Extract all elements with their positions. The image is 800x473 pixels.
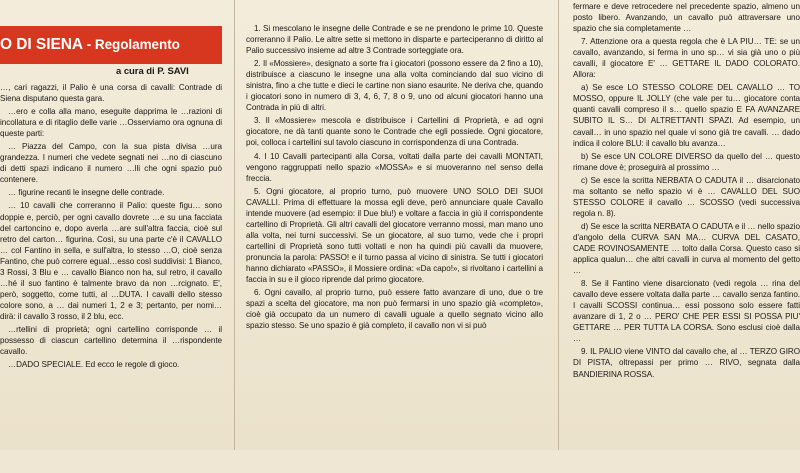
page-title: O DI SIENA bbox=[0, 36, 83, 53]
paragraph: …ero e colla alla mano, eseguite dapprima le …razioni di incollatura e di ritaglio delle varie …Osserviamo ora ognuna di queste parti: bbox=[0, 107, 222, 139]
rule-7: 7. Attenzione ora a questa regola che è LA PIU… TE: se un cavallo, avanzando, si ferma in uno sp… vi sia già uno o più cavalli, il giocatore E' … GETTARE IL DADO COLORATO. Allora: bbox=[573, 37, 800, 80]
rule-1: 1. Si mescolano le insegne delle Contrade e se ne prendono le prime 10. Queste correranno il Palio. Le altre sette si mettono in disparte e parteciperanno di diritto al Palio successivo insieme ad altre 3 Contrade sorteggiate ora. bbox=[246, 24, 543, 56]
column-rules-7-9 bbox=[573, 0, 800, 451]
title-banner bbox=[0, 26, 222, 64]
rule-6-continued: fermare e deve retrocedere nel precedente spazio, almeno un posto libero. Avanzando, un cavallo può attraversare uno spazio che sia completamente … bbox=[573, 2, 800, 34]
author-credit: a cura di P. SAVI bbox=[116, 66, 189, 77]
rule-7b: b) Se esce UN COLORE DIVERSO da quello del … questo rimane dove è; proseguirà al prossimo … bbox=[573, 151, 800, 172]
paragraph: … Piazza del Campo, con la sua pista divisa …ura grandezza. I numeri che vedete segnati nei …no di ciascuno di detti spazi indicano il numero …lli che ogni spazio può contenere. bbox=[0, 142, 222, 185]
rule-8: 8. Se il Fantino viene disarcionato (vedi regola … rina del cavallo deve essere voltata dalla parte … cavallo senza fantino. I cavalli SCOSSI continua… essi possono solo essere fatti avanzare di 1, 2 o … PERO' CHE PER ESSI SI POSSA PIU' GETTARE … PER TUTTA LA CORSA. Sono esclusi cioè dalla … bbox=[573, 279, 800, 344]
rule-7a: a) Se esce LO STESSO COLORE DEL CAVALLO … TO MOSSO, oppure IL JOLLY (che vale per tu… giocatore conta quanti cavalli compreso il s… quello spazio E FA AVANZARE SUBITO IL S… DI ALTRETTANTI SPAZI. Ad esempio, un cavall… in uno spazio nel quale vi sono già tre cavalli. … dado indica il colore BLU: il cavallo blu avanza… bbox=[573, 83, 800, 148]
page-subtitle: - Regolamento bbox=[86, 37, 180, 52]
paragraph: …, cari ragazzi, il Palio è una corsa di cavalli: Contrade di Siena disputano questa gara. bbox=[0, 83, 222, 104]
column-divider bbox=[558, 0, 559, 450]
column-divider bbox=[234, 0, 235, 450]
column-left bbox=[0, 0, 222, 450]
intro-text bbox=[0, 82, 222, 372]
rule-9: 9. IL PALIO viene VINTO dal cavallo che, al … TERZO GIRO DI PISTA, oltrepassi per primo … RIVO, segnata dalla BANDIERINA ROSSA. bbox=[573, 347, 800, 379]
column-rules-1-6 bbox=[246, 0, 543, 473]
rule-7c: c) Se esce la scritta NERBATA O CADUTA il … disarcionato ma soltanto se nello spazio vi è … CAVALLO DEL SUO STESSO COLORE il cavallo … SCOSSO (vedi successiva regola n. 8). bbox=[573, 175, 800, 218]
rule-4: 4. I 10 Cavalli partecipanti alla Corsa, voltati dalla parte dei cavalli MONTATI, vengono raggruppati nello spazio «MOSSA» e si muoveranno nel senso della freccia. bbox=[246, 151, 543, 183]
rule-2: 2. Il «Mossiere», designato a sorte fra i giocatori (possono essere da 2 fino a 10), distribuisce a ciascuno le insegne una alla volta cominciando dal suo vicino di sinistra, fino a che tutte e dieci le cartine non siano esaurite. Ne deriva che, quando i giocatori sono in numero di 3, 4, 6, 7, 8 o 9, uno od alcuni giocatori hanno una Contrada in più di altri. bbox=[246, 59, 543, 113]
rule-7d: d) Se esce la scritta NERBATA O CADUTA e il … nello spazio d'angolo della CURVA SAN MA… CURVA DEL CASATO, CADE ROVINOSAMENTE … tolto dalla Corsa. Questo caso si applica qualun… che altri cavalli in curva al momento del getto … bbox=[573, 221, 800, 276]
paragraph: …rtellini di proprietà; ogni cartellino corrisponde … il possesso di ciascun cartellino determina il …rispondente cavallo. bbox=[0, 324, 222, 357]
paragraph: …DADO SPECIALE. Ed ecco le regole di gioco. bbox=[8, 360, 180, 370]
paragraph: … figurine recanti le insegne delle contrade. bbox=[8, 188, 165, 198]
rule-3: 3. Il «Mossiere» mescola e distribuisce i Cartellini di Proprietà, e ad ogni giocatore, ne dà tanti quante sono le Contrade che egli possiede. Ogni giocatore, poi, colloca i cartellini sul tavolo ciascuno in corrispondenza di una Contrada. bbox=[246, 116, 543, 148]
rule-5: 5. Ogni giocatore, al proprio turno, può muovere UNO SOLO DEI SUOI CAVALLI. Prima di effettuare la mossa egli deve, però annunciare quale Cavallo intende muovere (ad esempio: il Due blu!) e voltare a faccia in giù il corrispondente cartellino di Proprietà. Gli altri cavalli del giocatore verranno mossi, man mano uno alla volta, nei turni successivi. Se un giocatore, al suo turno, vede che i propri cartellini di Proprietà sono tutti voltati e non ha quindi più cavalli da muovere, pronuncia la parola: PASSO! e il turno passa al vicino di sinistra. Se tutti i giocatori hanno dichiarato «PASSO», il Mossiere ordina: «Da capo!», si rivoltano i cartellini a faccia in su e il gioco riprende dal primo giocatore. bbox=[246, 186, 543, 285]
rule-6: 6. Ogni cavallo, al proprio turno, può essere fatto avanzare di uno, due o tre spazi a scelta del giocatore, ma non può fermarsi in uno spazio già «completo», cioè già occupato da un numero di cavalli uguale a quello segnato vicino allo spazio stesso. Se uno spazio è già completo, il cavallo non vi si può bbox=[246, 288, 543, 331]
paragraph: … 10 cavalli che correranno il Palio: queste figu… sono doppie e, perciò, per ogni cavallo dovrete …e su una facciata del cartoncino e, dopo averla …are sull'altra faccia, cioè sul retro del carton… figurina. Così, su una parte c'è il CAVALLO … col Fantino in sella, e sull'altra, lo stesso …O, cioè senza Fantino, che può correre egual…esso così suddivisi: 1 Bianco, 3 Rossi, 3 Blu e … cavallo Bianco non ha, sul retro, il cavallo …hé il suo fantino è talmente bravo da non …rcignato. E', però, soggetto, come tutti, al …DUTA. I cavalli dello stesso colore sono, a … dai numeri 1, 2 e 3; pertanto, per nomi… dirà: il cavallo 3 rosso, il 2 blu, ecc. bbox=[0, 201, 222, 321]
